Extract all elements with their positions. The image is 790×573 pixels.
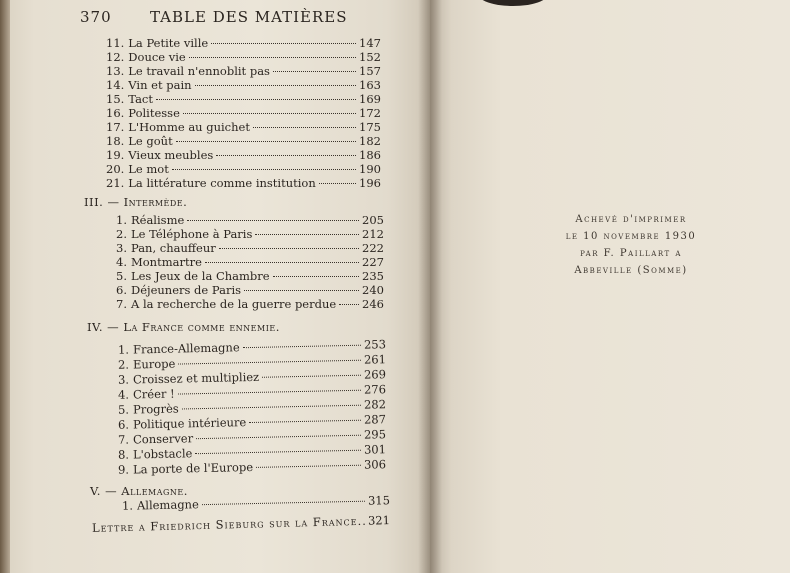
entry-page: 205 [362,213,384,227]
dot-leader [156,99,356,100]
entry-page: 190 [359,162,381,176]
dot-leader [244,290,359,291]
colophon-line: Abbeville (Somme) [574,265,688,276]
toc-entry [106,36,381,50]
toc-entry [106,120,381,134]
entry-page: 222 [362,241,384,255]
entry-page: 253 [363,337,387,352]
entry-page: 186 [359,148,381,162]
entry-page: 282 [363,397,387,412]
entry-title: Le travail n'ennoblit pas [128,64,270,78]
entry-title: Politique intérieure [132,415,247,432]
toc-entry [106,92,381,106]
dot-leader [182,405,361,410]
toc-entry-letter [92,513,390,535]
entry-title: Conserver [132,431,194,447]
toc-entry [116,227,384,241]
entry-number: 1. [117,342,130,357]
entry-title: Vieux meubles [128,148,214,162]
dot-leader [178,360,361,365]
entry-page: 157 [359,64,381,78]
toc-entry [106,134,381,148]
entry-number: 13. [106,64,125,78]
section-title: La France comme ennemie. [123,320,280,334]
entry-page: 295 [363,427,387,442]
entry-page: 276 [363,382,387,397]
toc-entry [106,162,381,176]
entry-title: Douce vie [128,50,186,64]
entry-title: La littérature comme institution [128,176,316,190]
toc-entry [116,269,384,283]
section-heading [90,484,188,498]
dot-leader [273,71,356,72]
dot-leader [183,113,356,114]
entry-number: 16. [106,106,125,120]
entry-number: 4. [116,255,127,269]
entry-number: 12. [106,50,125,64]
entry-page: 235 [362,269,384,283]
toc-entry [116,255,384,269]
entry-title: L'Homme au guichet [128,120,250,134]
toc-entry [106,64,381,78]
entry-number: 8. [117,447,130,462]
dot-leader [262,375,361,378]
entry-number: 2. [117,357,130,372]
running-title: TABLE DES MATIÈRES [150,8,348,26]
toc-entry [106,78,381,92]
dot-leader [219,248,359,249]
entry-number: 7. [116,297,127,311]
entry-number: 5. [117,402,130,417]
entry-page: 172 [359,106,381,120]
entry-page: 315 [367,493,391,508]
entry-page: 261 [363,352,387,367]
dot-leader [243,345,361,348]
entry-number: 4. [117,387,130,402]
entry-title: Tact [128,92,153,106]
entry-title: Croissez et multipliez [132,369,260,387]
entry-number: 9. [117,462,130,477]
toc-entry [116,213,384,227]
entry-number: 17. [106,120,125,134]
entry-page: 169 [359,92,381,106]
entry-number: 5. [116,269,127,283]
colophon [556,211,706,279]
dot-leader [273,276,359,277]
toc-entry [106,176,381,190]
dot-leader [172,169,356,170]
entry-title: Progrès [132,401,179,417]
entry-page: 246 [362,297,384,311]
section-title: Allemagne. [121,484,188,498]
section-title: Intermède. [123,195,188,209]
dot-leader [178,390,361,395]
colophon-line: par F. Paillart a [580,248,682,259]
dot-leader [211,43,356,44]
entry-number: 19. [106,148,125,162]
entry-title: Le Téléphone à Paris [130,227,253,241]
page-number: 370 [80,8,112,26]
entry-title: Créer ! [132,386,175,402]
dot-leader [256,465,361,468]
entry-page: 240 [362,283,384,297]
entry-number: 18. [106,134,125,148]
dot-leader [196,435,361,439]
section-numeral: V. — [90,484,118,498]
entry-page: 321 [367,513,391,528]
entry-title: La porte de l'Europe [132,459,254,477]
dot-leader [255,234,359,235]
entry-title: Pan, chauffeur [130,241,216,255]
dot-leader [319,183,356,184]
dot-leader [249,420,361,423]
entry-page: 152 [359,50,381,64]
entry-title: L'obstacle [132,446,193,462]
entry-page: 301 [363,442,387,457]
entry-number: 3. [116,241,127,255]
colophon-line: Achevé d'imprimer [575,214,687,225]
entry-title: Politesse [128,106,180,120]
entry-title: Europe [132,356,176,372]
entry-title: Montmartre [130,255,202,269]
entry-page: 147 [359,36,381,50]
dot-leader [216,155,356,156]
toc-entry [106,50,381,64]
toc-entry [116,241,384,255]
section-numeral: IV. — [87,320,120,334]
section-heading [87,320,280,334]
entry-number: 2. [116,227,127,241]
toc-entry [106,148,381,162]
dot-leader [189,57,356,58]
dot-leader [195,450,361,454]
toc-entry [116,297,384,311]
section-heading [84,195,187,209]
dot-leader [202,501,365,505]
entry-number: 7. [117,432,130,447]
entry-title: La Petite ville [128,36,209,50]
entry-title: Le goût [128,134,173,148]
entry-page: 287 [363,412,387,427]
entry-page: 182 [359,134,381,148]
entry-title: Allemagne [136,497,199,513]
right-page [430,0,790,573]
entry-number: 11. [106,36,125,50]
entry-title: Le mot [128,162,169,176]
entry-title: Réalisme [130,213,185,227]
toc-entry [116,283,384,297]
entry-title: Déjeuners de Paris [130,283,242,297]
entry-number: 6. [117,417,130,432]
toc-entry [106,106,381,120]
entry-title: France-Allemagne [132,340,240,357]
colophon-line: le 10 novembre 1930 [565,231,697,242]
dot-leader [253,127,356,128]
entry-number: 1. [116,213,127,227]
entry-number: 1. [121,498,134,513]
entry-number: 3. [117,372,130,387]
dot-leader [187,220,359,221]
entry-page: 196 [359,176,381,190]
section-numeral: III. — [84,195,120,209]
entry-page: 212 [362,227,384,241]
entry-page: 269 [363,367,387,382]
entry-number: 15. [106,92,125,106]
entry-number: 6. [116,283,127,297]
entry-page: 227 [362,255,384,269]
entry-title: Les Jeux de la Chambre [130,269,270,283]
entry-number: 20. [106,162,125,176]
dot-leader [195,85,356,86]
dot-leader [339,304,359,305]
entry-page: 175 [359,120,381,134]
entry-number: 14. [106,78,125,92]
entry-title: Lettre a Friedrich Sieburg sur la France.. [91,513,368,535]
dot-leader [205,262,359,263]
entry-number: 21. [106,176,125,190]
dot-leader [176,141,356,142]
entry-page: 163 [359,78,381,92]
entry-title: A la recherche de la guerre perdue [130,297,337,311]
entry-title: Vin et pain [128,78,192,92]
entry-page: 306 [363,457,387,472]
